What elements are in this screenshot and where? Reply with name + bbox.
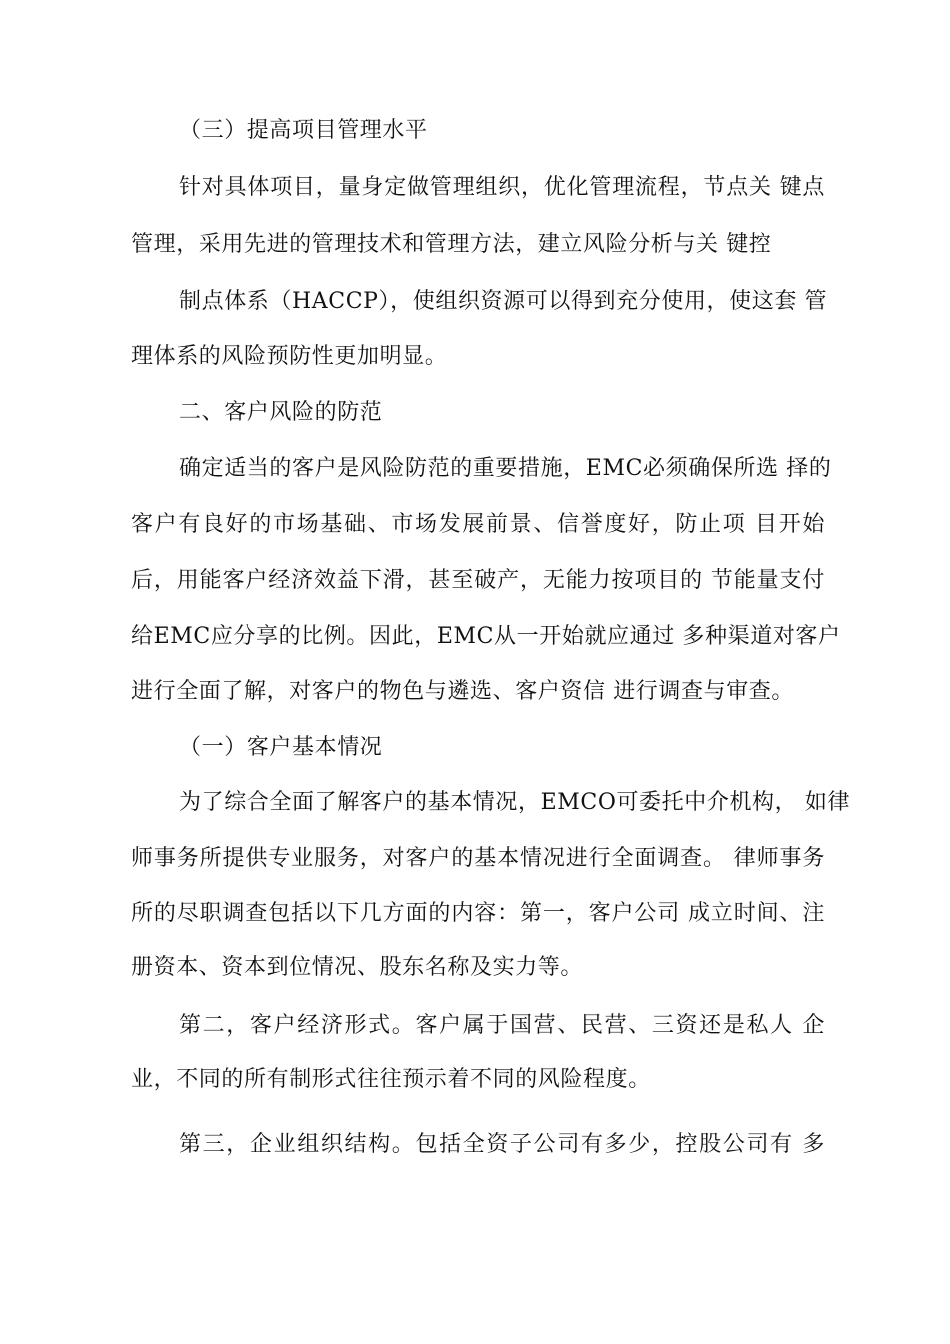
paragraph-line: 制点体系（HACCP），使组织资源可以得到充分使用，使这套 管: [179, 289, 828, 314]
paragraph-line: 为了综合全面了解客户的基本情况，EMCO可委托中介机构， 如律: [179, 790, 851, 815]
paragraph-line: 所的尽职调查包括以下几方面的内容：第一，客户公司 成立时间、注: [131, 901, 825, 926]
paragraph-line: 第二，客户经济形式。客户属于国营、民营、三资还是私人 企: [179, 1013, 825, 1038]
section-heading-improve-management: （三）提高项目管理水平: [179, 118, 428, 143]
paragraph-line: 给EMC应分享的比例。因此，EMC从一开始就应通过 多种渠道对客户: [131, 624, 841, 649]
paragraph-line: 业，不同的所有制形式往往预示着不同的风险程度。: [131, 1067, 651, 1092]
paragraph-line: 客户有良好的市场基础、市场发展前景、信誉度好，防止项 目开始: [131, 512, 825, 537]
section-heading-customer-basics: （一）客户基本情况: [179, 735, 383, 760]
paragraph-line: 册资本、资本到位情况、股东名称及实力等。: [131, 955, 584, 980]
paragraph-line: 师事务所提供专业服务，对客户的基本情况进行全面调查。 律师事务: [131, 846, 825, 871]
paragraph-line: 后，用能客户经济效益下滑，甚至破产，无能力按项目的 节能量支付: [131, 568, 825, 593]
paragraph-line: 理体系的风险预防性更加明显。: [131, 344, 448, 369]
paragraph-line: 针对具体项目，量身定做管理组织，优化管理流程，节点关 键点: [179, 175, 825, 200]
paragraph-line: 管理，采用先进的管理技术和管理方法，建立风险分析与关 键控: [131, 232, 772, 257]
paragraph-line: 确定适当的客户是风险防范的重要措施，EMC必须确保所选 择的: [179, 456, 832, 481]
paragraph-line: 第三，企业组织结构。包括全资子公司有多少，控股公司有 多: [179, 1132, 825, 1157]
paragraph-line: 进行全面了解，对客户的物色与遴选、客户资信 进行调查与审查。: [131, 679, 794, 704]
section-heading-customer-risk: 二、客户风险的防范: [179, 400, 383, 425]
